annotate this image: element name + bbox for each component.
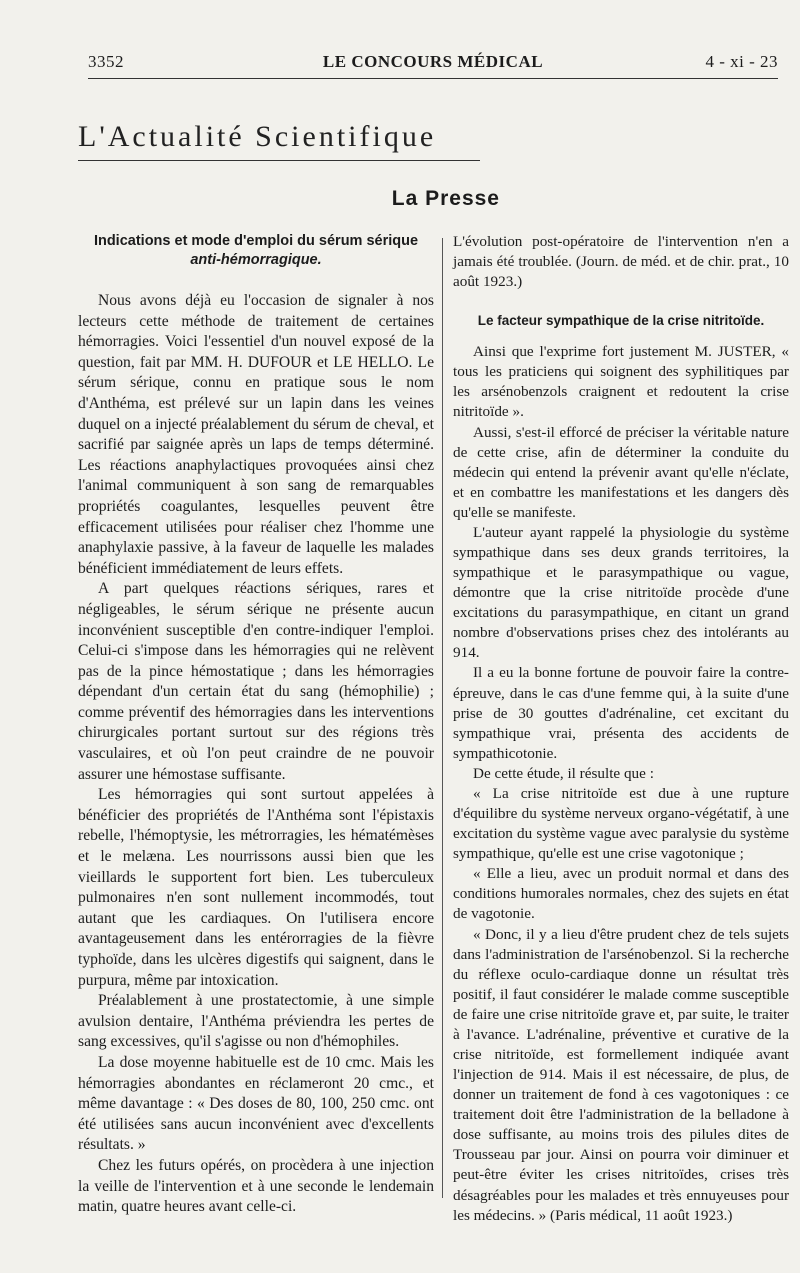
column-divider — [442, 238, 443, 1198]
issue-date: 4 - xi - 23 — [705, 52, 778, 71]
paragraph: La dose moyenne habituelle est de 10 cmc. Mais les hémorragies abondantes en réclameront 20 cmc., et même davantage : « Des doses de 80, 100, 250 cmc. ont été utilisées sans aucun inconvénient avec d'excellents résultats. » — [78, 1053, 434, 1154]
journal-title: LE CONCOURS MÉDICAL — [322, 52, 544, 71]
section-rule — [78, 160, 480, 161]
page-number: 3352 — [88, 52, 124, 71]
paragraph: L'auteur ayant rappelé la physiologie du système sympathique dans ses deux grands territoires, la sympathique et le parasympathique ou vague, démontre que la crise nitritoïde procède d'une excitations du parasympathique, en citant un grand nombre d'observations prises chez des intolérants au 914. — [453, 523, 789, 662]
section-title: L'Actualité Scientifique — [78, 120, 437, 153]
left-column — [78, 232, 434, 1218]
paragraph: Préalablement à une prostatectomie, à une simple avulsion dentaire, l'Anthéma préviendra les pertes de sang excessives, qu'il s'agisse ou non d'hémophiles. — [78, 992, 434, 1051]
paragraph: Nous avons déjà eu l'occasion de signaler à nos lecteurs cette méthode de traitement de certaines hémorragies. Voici l'essentiel d'un nouvel exposé de la question, fait par MM. H. DUFOUR et LE HELLO. Le sérum sérique, connu en pratique sous le nom d'Anthéma, est prélevé sur un lapin dans les veines duquel on a injecté préalablement du sérum de cheval, et sacrifié par saignée après un laps de temps déterminé. Les réactions anaphylactiques provoquées ainsi chez l'animal communiquent à son sang de remarquables propriétés coagulantes, lesquelles peuvent être efficacement utilisées pour réaliser chez l'homme une anaphylaxie passive, à la faveur de laquelle les malades bénéficient immédiatement de leurs effets. — [78, 292, 434, 577]
right-column — [453, 232, 789, 1226]
paragraph: A part quelques réactions sériques, rares et négligeables, le sérum sérique ne présente aucun inconvénient susceptible d'en contre-indiquer l'emploi. Celui-ci s'impose dans les hémorragies qui ne relèvent pas de la pince hémostatique ; dans les hémorragies dépendant d'un certain état du sang (hémophilie) ; comme préventif des hémorragies dans les interventions chirurgicales portant surtout sur des régions très vasculaires, et où l'on peut craindre de ne pouvoir assurer une hémostase suffisante. — [78, 580, 434, 783]
page-header — [88, 52, 778, 76]
article-title-line2: anti-hémorragique. — [190, 251, 322, 268]
paragraph: Aussi, s'est-il efforcé de préciser la véritable nature de cette crise, afin de déterminer la conduite du médecin qui entend la prévenir avant qu'elle n'éclate, et en combattre les manifestations et les dangers dès qu'elle se manifeste. — [453, 423, 789, 521]
paragraph: Il a eu la bonne fortune de pouvoir faire la contre-épreuve, dans le cas d'une femme qui, à la suite d'une prise de 30 gouttes d'adrénaline, cet excitant du sympathique vrai, présenta des accidents de sympathicotonie. — [453, 664, 789, 762]
paragraph: De cette étude, il résulte que : — [473, 764, 654, 782]
article-title-line1: Indications et mode d'emploi du sérum sérique — [93, 233, 419, 249]
article-title — [78, 232, 434, 269]
paragraph: Ainsi que l'exprime fort justement M. JUSTER, « tous les praticiens qui soignent des syphilitiques par les arsénobenzols craignent et redoutent la crise nitritoïde ». — [453, 343, 789, 421]
paragraph: L'évolution post-opératoire de l'intervention n'en a jamais été troublée. (Journ. de méd. et de chir. prat., 10 août 1923.) — [453, 233, 789, 291]
subsection-title: La Presse — [391, 187, 500, 210]
header-rule — [88, 78, 778, 79]
paragraph: « Elle a lieu, avec un produit normal et dans des conditions humorales normales, chez des sujets en état de vagotonie. — [453, 865, 789, 923]
paragraph: « Donc, il y a lieu d'être prudent chez de tels sujets dans l'administration de l'arsénobenzol. Si la recherche du réflexe oculo-cardiaque donne un résultat très positif, il faut considérer le malade comme susceptible de faire une crise nitritoïde grave et, par suite, le traiter à l'avance. L'adrénaline, préventive et curative de la crise nitritoïde, est formellement indiquée avant l'injection de 914. Mais il est nécessaire, de plus, de donner un traitement de fond à ces vagotoniques : ce traitement doit être l'administration de la belladone à dose suffisante, au moins trois des pilules dites de Trousseau par jour. Ainsi on pourra voir diminuer et peut-être éviter les crises nitritoïdes, crises très désagréables pour les malades et très ennuyeuses pour les médecins. » (Paris médical, 11 août 1923.) — [453, 925, 789, 1224]
paragraph: « La crise nitritoïde est due à une rupture d'équilibre du système nerveux organo-végétatif, à une excitation du système vague avec paralysie du système sympathique, qu'elle est une crise vagotonique ; — [453, 784, 789, 863]
article-title: Le facteur sympathique de la crise nitritoïde. — [477, 313, 765, 329]
paragraph: Les hémorragies qui sont surtout appelées à bénéficier des propriétés de l'Anthéma sont l'épistaxis rebelle, l'hémoptysie, les métrorragies, les hématémèses et le melæna. Les nourrissons aussi bien que les vieillards le supportent fort bien. Les tuberculeux pulmonaires n'en sont nullement incommodés, tout autant que les cardiaques. On l'utilisera encore avantageusement dans les entérorragies de la fièvre typhoïde, dans les ulcères digestifs qui saignent, dans le purpura, même par intoxication. — [78, 786, 434, 989]
paragraph: Chez les futurs opérés, on procèdera à une injection la veille de l'intervention et à une seconde le lendemain matin, quatre heures avant celle-ci. — [78, 1156, 434, 1216]
